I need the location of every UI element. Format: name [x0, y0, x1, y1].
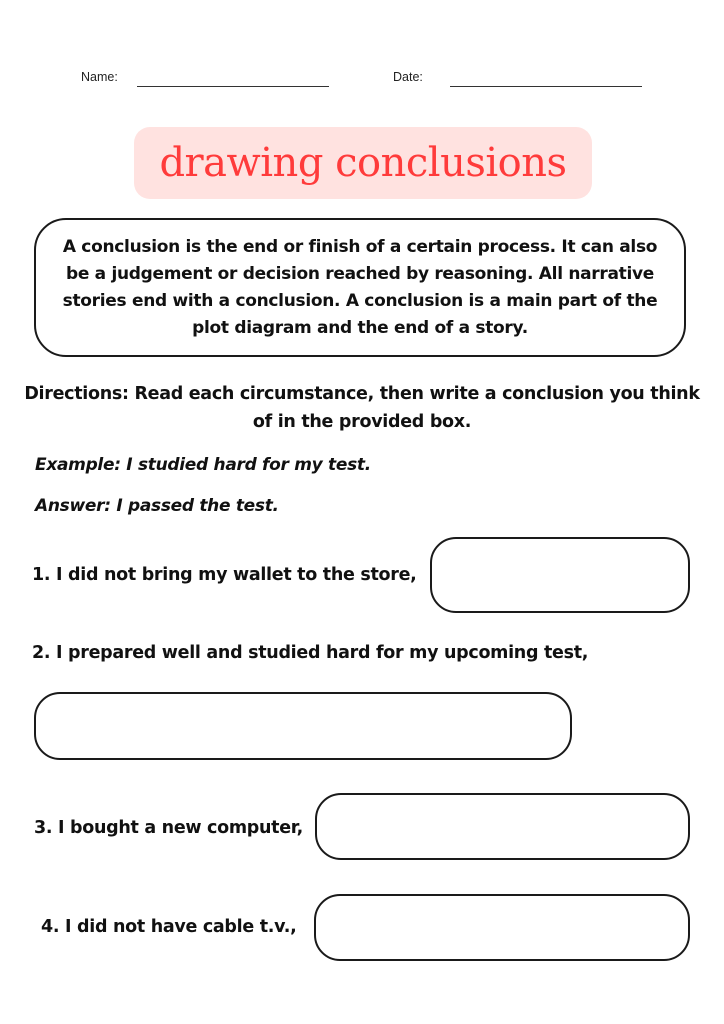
- answer-box-1[interactable]: [430, 537, 690, 613]
- question-1: 1. I did not bring my wallet to the store,: [32, 565, 417, 585]
- question-2: 2. I prepared well and studied hard for my upcoming test,: [32, 643, 589, 663]
- name-label: Name:: [81, 70, 118, 84]
- example-prompt: Example: I studied hard for my test.: [35, 455, 371, 475]
- definition-text: A conclusion is the end or finish of a certain process. It can also be a judgement or decision reached by reasoning. All narrative stories end with a conclusion. A conclusion is a main part of the plot diagram and the end of a story.: [62, 236, 658, 338]
- title-banner: [134, 127, 592, 199]
- date-label: Date:: [393, 70, 423, 84]
- definition-box: [34, 218, 686, 357]
- answer-box-2[interactable]: [34, 692, 572, 760]
- example-answer: Answer: I passed the test.: [35, 496, 279, 516]
- date-field[interactable]: [450, 86, 642, 87]
- question-3: 3. I bought a new computer,: [34, 818, 303, 838]
- question-4: 4. I did not have cable t.v.,: [41, 917, 297, 937]
- answer-box-3[interactable]: [315, 793, 690, 860]
- directions-text: Directions: Read each circumstance, then write a conclusion you think of in the provided box.: [24, 384, 700, 432]
- page-title: drawing conclusions: [159, 140, 567, 186]
- answer-box-4[interactable]: [314, 894, 690, 961]
- name-field[interactable]: [137, 86, 329, 87]
